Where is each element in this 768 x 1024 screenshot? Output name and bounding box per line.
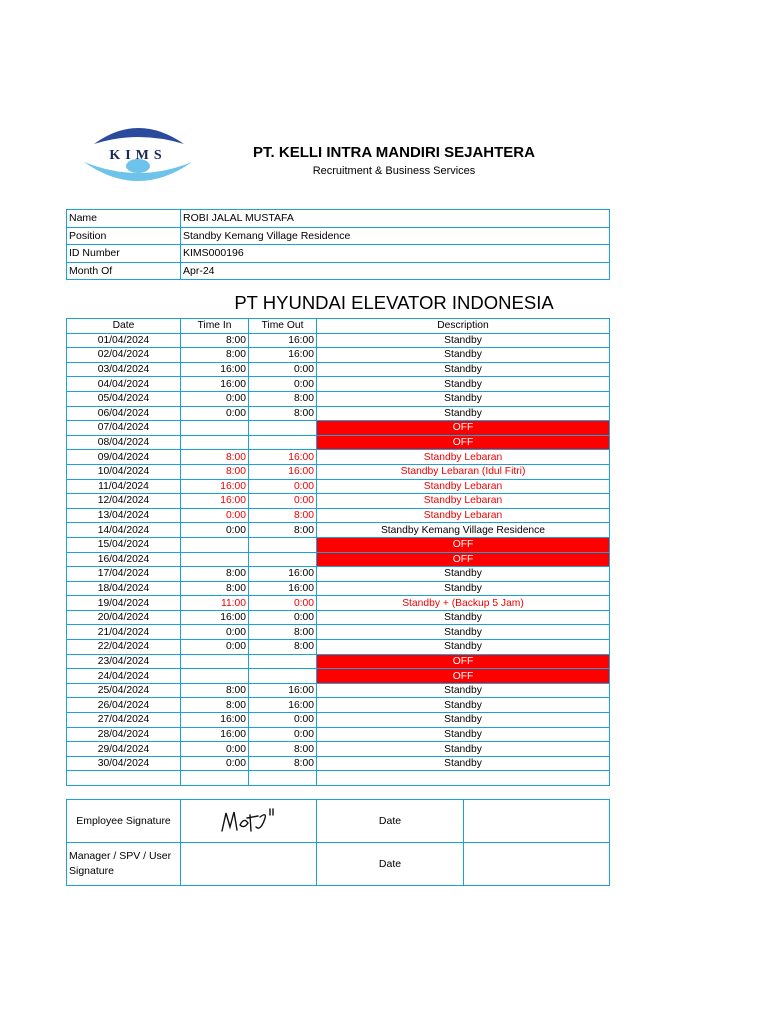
time-in-cell	[181, 654, 249, 669]
time-out-cell	[249, 435, 317, 450]
time-out-cell	[249, 771, 317, 786]
time-in-cell: 16:00	[181, 362, 249, 377]
description-cell: Standby Lebaran	[317, 450, 610, 465]
time-out-cell	[249, 654, 317, 669]
date-cell: 16/04/2024	[67, 552, 181, 567]
signature-table	[66, 799, 610, 886]
time-in-cell: 16:00	[181, 610, 249, 625]
time-out-cell	[249, 421, 317, 436]
date-cell: 06/04/2024	[67, 406, 181, 421]
name-value: ROBI JALAL MUSTAFA	[181, 210, 610, 228]
date-cell: 25/04/2024	[67, 683, 181, 698]
table-row	[67, 654, 610, 669]
time-in-cell: 8:00	[181, 450, 249, 465]
time-in-cell: 0:00	[181, 523, 249, 538]
time-out-cell: 0:00	[249, 377, 317, 392]
date-cell: 10/04/2024	[67, 464, 181, 479]
company-subtitle: Recruitment & Business Services	[312, 165, 476, 177]
table-row	[67, 537, 610, 552]
month-value: Apr-24	[181, 262, 610, 280]
description-cell: OFF	[317, 537, 610, 552]
date-cell: 24/04/2024	[67, 669, 181, 684]
time-out-cell: 0:00	[249, 610, 317, 625]
table-row	[67, 435, 610, 450]
month-row	[67, 262, 610, 280]
description-cell: Standby + (Backup 5 Jam)	[317, 596, 610, 611]
description-cell: OFF	[317, 669, 610, 684]
time-out-cell	[249, 552, 317, 567]
description-cell: Standby	[317, 742, 610, 757]
description-cell: Standby	[317, 727, 610, 742]
description-cell: Standby	[317, 348, 610, 363]
date-cell: 29/04/2024	[67, 742, 181, 757]
date-cell: 11/04/2024	[67, 479, 181, 494]
company-name: PT. KELLI INTRA MANDIRI SEJAHTERA	[253, 144, 535, 161]
description-cell: Standby Lebaran	[317, 494, 610, 509]
description-cell: Standby	[317, 683, 610, 698]
manager-signature-row	[67, 843, 610, 886]
table-row	[67, 391, 610, 406]
time-in-cell	[181, 552, 249, 567]
table-row	[67, 479, 610, 494]
employee-signature-box	[181, 800, 317, 843]
description-cell: Standby	[317, 406, 610, 421]
attendance-body	[67, 333, 610, 785]
time-in-cell: 16:00	[181, 479, 249, 494]
time-in-cell: 16:00	[181, 377, 249, 392]
description-cell: Standby	[317, 581, 610, 596]
table-row	[67, 669, 610, 684]
time-in-cell	[181, 537, 249, 552]
description-cell: Standby	[317, 333, 610, 348]
time-out-cell: 8:00	[249, 406, 317, 421]
date-cell: 28/04/2024	[67, 727, 181, 742]
time-in-cell: 8:00	[181, 698, 249, 713]
date-cell: 04/04/2024	[67, 377, 181, 392]
date-cell: 09/04/2024	[67, 450, 181, 465]
time-out-cell: 0:00	[249, 727, 317, 742]
time-out-cell: 8:00	[249, 625, 317, 640]
time-out-cell: 16:00	[249, 333, 317, 348]
time-out-cell: 8:00	[249, 508, 317, 523]
date-cell: 05/04/2024	[67, 391, 181, 406]
time-in-cell: 16:00	[181, 727, 249, 742]
time-in-cell: 0:00	[181, 756, 249, 771]
time-in-cell: 0:00	[181, 391, 249, 406]
table-row	[67, 450, 610, 465]
position-row	[67, 227, 610, 245]
description-cell	[317, 771, 610, 786]
table-row	[67, 494, 610, 509]
table-row	[67, 771, 610, 786]
time-in-cell	[181, 421, 249, 436]
time-out-cell: 8:00	[249, 756, 317, 771]
name-label: Name	[67, 210, 181, 228]
table-row	[67, 698, 610, 713]
date-cell: 22/04/2024	[67, 640, 181, 655]
description-cell: Standby	[317, 640, 610, 655]
description-cell: OFF	[317, 552, 610, 567]
date-cell: 13/04/2024	[67, 508, 181, 523]
time-in-cell: 8:00	[181, 683, 249, 698]
date-cell: 02/04/2024	[67, 348, 181, 363]
date-cell: 17/04/2024	[67, 567, 181, 582]
table-row	[67, 683, 610, 698]
client-title: PT HYUNDAI ELEVATOR INDONESIA	[234, 292, 554, 313]
id-row	[67, 245, 610, 263]
time-out-cell: 0:00	[249, 713, 317, 728]
time-out-cell	[249, 537, 317, 552]
date-cell: 15/04/2024	[67, 537, 181, 552]
date-cell: 27/04/2024	[67, 713, 181, 728]
description-cell: Standby	[317, 610, 610, 625]
time-out-cell: 16:00	[249, 581, 317, 596]
table-row	[67, 596, 610, 611]
header-time-in: Time In	[181, 319, 249, 334]
month-label: Month Of	[67, 262, 181, 280]
time-in-cell: 8:00	[181, 333, 249, 348]
time-out-cell: 16:00	[249, 698, 317, 713]
time-in-cell	[181, 435, 249, 450]
date-box-2	[464, 843, 610, 886]
time-in-cell: 16:00	[181, 494, 249, 509]
table-row	[67, 713, 610, 728]
description-cell: Standby	[317, 698, 610, 713]
time-in-cell	[181, 669, 249, 684]
time-in-cell: 0:00	[181, 742, 249, 757]
table-row	[67, 552, 610, 567]
attendance-header-row	[67, 319, 610, 334]
table-row	[67, 523, 610, 538]
time-out-cell: 8:00	[249, 742, 317, 757]
description-cell: OFF	[317, 435, 610, 450]
description-cell: Standby	[317, 391, 610, 406]
time-out-cell: 0:00	[249, 362, 317, 377]
time-in-cell: 8:00	[181, 581, 249, 596]
date-cell: 20/04/2024	[67, 610, 181, 625]
time-out-cell: 16:00	[249, 567, 317, 582]
time-out-cell: 8:00	[249, 640, 317, 655]
table-row	[67, 727, 610, 742]
description-cell: Standby	[317, 567, 610, 582]
time-out-cell: 8:00	[249, 523, 317, 538]
date-cell: 08/04/2024	[67, 435, 181, 450]
time-in-cell: 0:00	[181, 406, 249, 421]
description-cell: Standby Kemang Village Residence	[317, 523, 610, 538]
table-row	[67, 567, 610, 582]
time-in-cell: 0:00	[181, 625, 249, 640]
date-label-2: Date	[317, 843, 464, 886]
table-row	[67, 581, 610, 596]
description-cell: OFF	[317, 421, 610, 436]
table-row	[67, 333, 610, 348]
time-in-cell: 0:00	[181, 640, 249, 655]
table-row	[67, 421, 610, 436]
name-row	[67, 210, 610, 228]
date-cell: 19/04/2024	[67, 596, 181, 611]
time-out-cell: 16:00	[249, 464, 317, 479]
attendance-table	[66, 318, 610, 786]
header-date: Date	[67, 319, 181, 334]
id-label: ID Number	[67, 245, 181, 263]
manager-signature-box	[181, 843, 317, 886]
header-time-out: Time Out	[249, 319, 317, 334]
table-row	[67, 406, 610, 421]
description-cell: OFF	[317, 654, 610, 669]
time-out-cell: 0:00	[249, 596, 317, 611]
time-out-cell: 16:00	[249, 450, 317, 465]
table-row	[67, 742, 610, 757]
date-cell: 26/04/2024	[67, 698, 181, 713]
time-in-cell: 16:00	[181, 713, 249, 728]
table-row	[67, 348, 610, 363]
description-cell: Standby	[317, 625, 610, 640]
table-row	[67, 377, 610, 392]
date-cell	[67, 771, 181, 786]
time-out-cell: 0:00	[249, 494, 317, 509]
date-cell: 12/04/2024	[67, 494, 181, 509]
time-in-cell: 8:00	[181, 464, 249, 479]
date-cell: 14/04/2024	[67, 523, 181, 538]
header-description: Description	[317, 319, 610, 334]
date-cell: 03/04/2024	[67, 362, 181, 377]
position-label: Position	[67, 227, 181, 245]
description-cell: Standby	[317, 756, 610, 771]
date-cell: 07/04/2024	[67, 421, 181, 436]
table-row	[67, 625, 610, 640]
logo-text: KIMS	[109, 148, 167, 163]
date-label-1: Date	[317, 800, 464, 843]
date-cell: 01/04/2024	[67, 333, 181, 348]
description-cell: Standby	[317, 362, 610, 377]
time-out-cell: 16:00	[249, 683, 317, 698]
time-out-cell: 16:00	[249, 348, 317, 363]
employee-signature-label: Employee Signature	[67, 800, 181, 843]
table-row	[67, 464, 610, 479]
date-box-1	[464, 800, 610, 843]
time-in-cell	[181, 771, 249, 786]
time-in-cell: 0:00	[181, 508, 249, 523]
description-cell: Standby Lebaran	[317, 479, 610, 494]
time-out-cell: 0:00	[249, 479, 317, 494]
date-cell: 30/04/2024	[67, 756, 181, 771]
description-cell: Standby	[317, 713, 610, 728]
id-value: KIMS000196	[181, 245, 610, 263]
employee-signature-row	[67, 800, 610, 843]
description-cell: Standby Lebaran	[317, 508, 610, 523]
table-row	[67, 640, 610, 655]
description-cell: Standby	[317, 377, 610, 392]
time-in-cell: 8:00	[181, 348, 249, 363]
time-out-cell	[249, 669, 317, 684]
time-out-cell: 8:00	[249, 391, 317, 406]
manager-signature-label: Manager / SPV / User Signature	[67, 843, 181, 886]
table-row	[67, 756, 610, 771]
date-cell: 21/04/2024	[67, 625, 181, 640]
employee-info-table	[66, 209, 610, 280]
table-row	[67, 610, 610, 625]
time-in-cell: 11:00	[181, 596, 249, 611]
table-row	[67, 508, 610, 523]
signature-image	[214, 803, 284, 837]
time-in-cell: 8:00	[181, 567, 249, 582]
date-cell: 18/04/2024	[67, 581, 181, 596]
description-cell: Standby Lebaran (Idul Fitri)	[317, 464, 610, 479]
company-logo	[80, 122, 196, 184]
table-row	[67, 362, 610, 377]
position-value: Standby Kemang Village Residence	[181, 227, 610, 245]
date-cell: 23/04/2024	[67, 654, 181, 669]
